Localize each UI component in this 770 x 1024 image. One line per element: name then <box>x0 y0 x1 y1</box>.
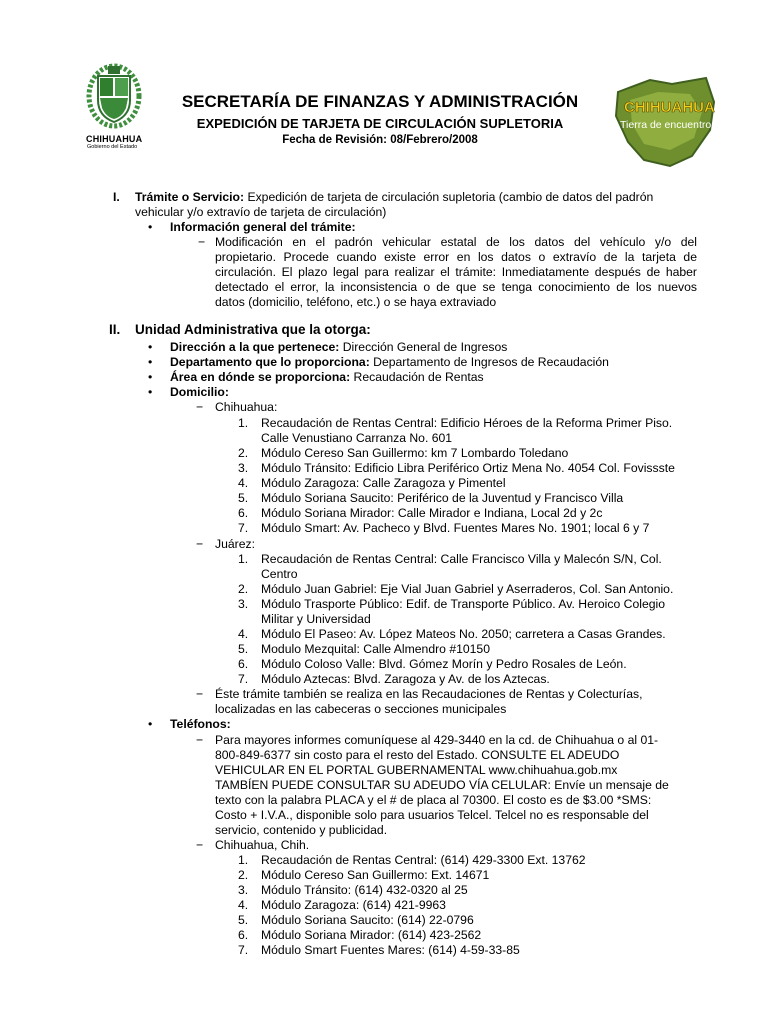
info-line-4: detectado el error, la inconsistencia o de que se tenga conocimiento de los nuevos <box>215 280 697 294</box>
state-map-icon <box>610 72 722 172</box>
logo-right-title: CHIHUAHUA <box>624 99 715 116</box>
list-item: Módulo Tránsito: Edificio Libra Periférico Ortiz Mena No. 4054 Col. Fovissste <box>261 461 675 475</box>
list-item: Militar y Universidad <box>261 612 371 626</box>
also-line-2: localizadas en las cabeceras o secciones municipales <box>215 702 507 716</box>
coat-of-arms-icon <box>86 62 142 132</box>
domicilio-label: • Domicilio: <box>170 385 229 399</box>
page-subtitle: EXPEDICIÓN DE TARJETA DE CIRCULACIÓN SUPLETORIA <box>196 116 564 131</box>
list-item: Modulo Mezquital: Calle Almendro #10150 <box>261 642 490 656</box>
list-item: • Área en dónde se proporciona: Recaudación de Rentas <box>170 370 484 384</box>
section-1-numeral: I. <box>113 190 120 204</box>
list-item: Módulo Soriana Saucito: (614) 22-0796 <box>261 913 474 927</box>
list-item: Módulo Zaragoza: Calle Zaragoza y Pimentel <box>261 476 506 490</box>
list-item: Módulo Soriana Mirador: (614) 423-2562 <box>261 928 482 942</box>
info-line-3: circulación. El plazo legal para realizar el trámite: Inmediatamente después de haber <box>215 265 697 279</box>
list-item: Módulo Soriana Saucito: Periférico de la Juventud y Francisco Villa <box>261 491 624 505</box>
list-item: Módulo El Paseo: Av. López Mateos No. 2050; carretera a Casas Grandes. <box>261 627 666 641</box>
logo-left-text: CHIHUAHUA <box>86 134 143 144</box>
also-line-1: Éste trámite también se realiza en las Recaudaciones de Rentas y Colecturías, <box>215 687 643 701</box>
section-2-heading: Unidad Administrativa que la otorga: <box>135 322 371 337</box>
section-2-numeral: II. <box>109 322 121 337</box>
list-item: Módulo Soriana Mirador: Calle Mirador e Indiana, Local 2d y 2c <box>261 506 603 520</box>
list-item: Módulo Trasporte Público: Edif. de Transporte Público. Av. Heroico Colegio <box>261 597 665 611</box>
logo-left-subtext: Gobierno del Estado <box>87 144 138 150</box>
list-item: Recaudación de Rentas Central: Calle Francisco Villa y Malecón S/N, Col. <box>261 552 662 566</box>
list-item: Módulo Cereso San Guillermo: Ext. 14671 <box>261 868 490 882</box>
info-heading: • Información general del trámite: <box>170 220 356 234</box>
list-item: Módulo Tránsito: (614) 432-0320 al 25 <box>261 883 468 897</box>
juarez-label: Juárez: <box>215 537 255 551</box>
list-item: • Dirección a la que pertenece: Dirección General de Ingresos <box>170 340 507 354</box>
info-line-2: propietario. Procede cuando existe error en los datos o extravío de la tarjeta de <box>215 250 697 264</box>
section-1-heading-line <box>135 190 653 204</box>
chihuahua-tourism-logo <box>610 72 722 172</box>
info-line-5: datos (domicilio, teléfono, etc.) o se haya extraviado <box>215 295 497 309</box>
list-item: Centro <box>261 567 298 581</box>
list-item: Módulo Juan Gabriel: Eje Vial Juan Gabriel y Aserraderos, Col. San Antonio. <box>261 582 674 596</box>
section-1-text-1: Expedición de tarjeta de circulación supletoria (cambio de datos del padrón <box>244 190 654 204</box>
list-item: Módulo Smart Fuentes Mares: (614) 4-59-33-85 <box>261 943 520 957</box>
section-1-text-2: vehicular y/o extravío de tarjeta de circulación) <box>135 205 387 219</box>
info-line-1: Modificación en el padrón vehicular estatal de los datos del vehículo y/o del <box>215 235 697 249</box>
revision-date: Fecha de Revisión: 08/Febrero/2008 <box>282 134 478 146</box>
list-item: Calle Venustiano Carranza No. 601 <box>261 431 453 445</box>
chih-tel-label: Chihuahua, Chih. <box>215 838 310 852</box>
logo-right-tagline: Tierra de encuentro <box>620 119 712 131</box>
list-item: Módulo Zaragoza: (614) 421-9963 <box>261 898 446 912</box>
page-title: SECRETARÍA DE FINANZAS Y ADMINISTRACIÓN <box>181 92 579 111</box>
list-item: Módulo Smart: Av. Pacheco y Blvd. Fuentes Mares No. 1901; local 6 y 7 <box>261 521 650 535</box>
chihuahua-state-logo <box>86 62 154 150</box>
list-item: Módulo Aztecas: Blvd. Zaragoza y Av. de los Aztecas. <box>261 672 550 686</box>
section-1-heading: Trámite o Servicio: <box>135 190 245 204</box>
list-item: Recaudación de Rentas Central: Edificio Héroes de la Reforma Primer Piso. <box>261 416 673 430</box>
list-item: Recaudación de Rentas Central: (614) 429-3300 Ext. 13762 <box>261 853 586 867</box>
telefonos-label: • Teléfonos: <box>170 717 231 731</box>
list-item: Módulo Coloso Valle: Blvd. Gómez Morín y Pedro Rosales de León. <box>261 657 627 671</box>
list-item: Módulo Cereso San Guillermo: km 7 Lombardo Toledano <box>261 446 569 460</box>
list-item: • Departamento que lo proporciona: Departamento de Ingresos de Recaudación <box>170 355 609 369</box>
chihuahua-label: Chihuahua: <box>215 400 278 414</box>
